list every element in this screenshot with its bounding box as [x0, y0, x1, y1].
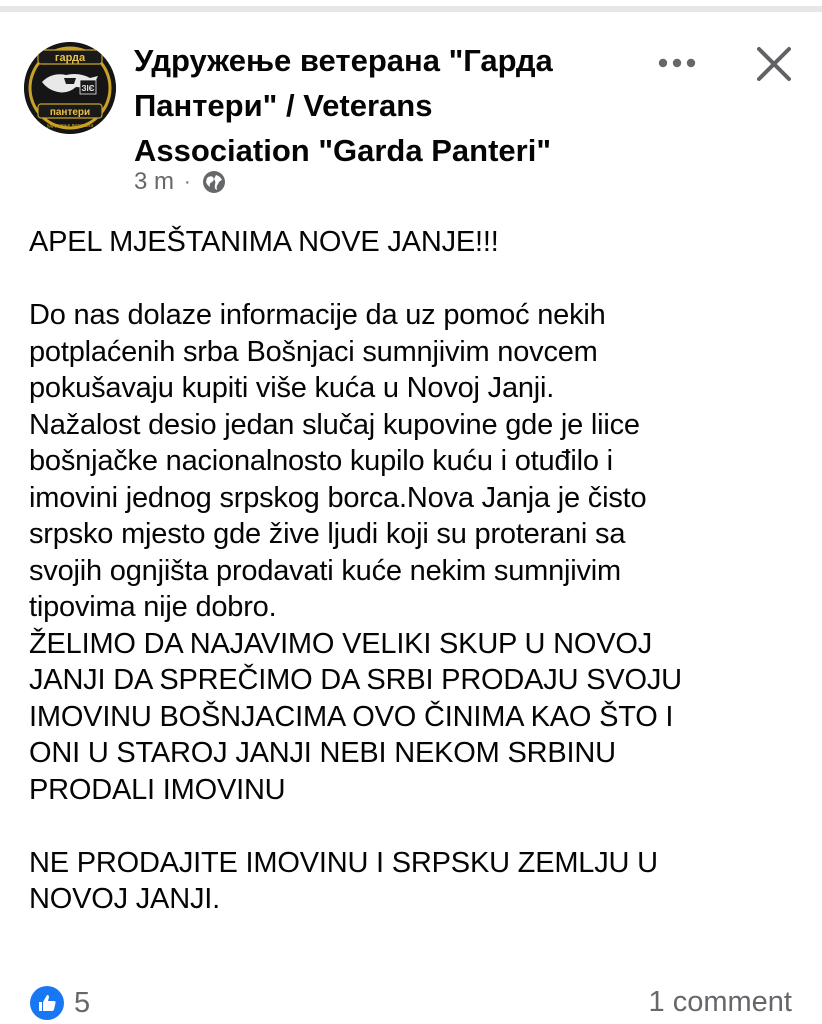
globe-icon — [201, 169, 227, 195]
text-line: ONI U STAROJ JANJI NEBI NEKOM SRBINU — [29, 737, 616, 769]
post-meta — [134, 168, 227, 196]
text-line: NOVOJ JANJI. — [29, 883, 220, 915]
text-line: Nažalost desio jedan slučaj kupovine gde je liice — [29, 408, 640, 441]
text-line: PRODALI IMOVINU — [29, 773, 286, 806]
author-name-line: Пантери" / Veterans — [134, 88, 433, 123]
comments-count-link[interactable]: 1 comment — [648, 986, 792, 1018]
post-text — [29, 224, 809, 918]
post-title: APEL MJEŠTANIMA NOVE JANJE!!! — [29, 226, 499, 258]
logo-bottom-text: пантери — [49, 107, 91, 118]
meta-separator: · — [184, 170, 191, 193]
close-icon — [752, 42, 796, 86]
author-name[interactable] — [134, 38, 634, 173]
text-line: imovini jednog srpskog borca.Nova Janja je čisto — [29, 481, 647, 514]
reactions-summary[interactable] — [30, 986, 90, 1020]
text-line: JANJI DA SPREČIMO DA SRBI PRODAJU SVOJU — [29, 664, 682, 696]
like-count: 5 — [74, 986, 91, 1019]
author-avatar[interactable] — [24, 42, 116, 134]
text-line: tipovima nije dobro. — [29, 591, 277, 623]
logo-ring-text: удружење ветерана — [46, 123, 94, 129]
more-options-icon — [655, 57, 699, 69]
text-line: IMOVINU BOŠNJACIMA OVO ČINIMA KAO ŠTO I — [29, 700, 674, 733]
like-icon — [30, 986, 64, 1020]
post-paragraph — [29, 297, 809, 808]
close-button[interactable] — [752, 42, 796, 86]
text-line: ŽELIMO DA NAJAVIMO VELIKI SKUP U NOVOJ — [29, 627, 653, 660]
text-line: potplaćenih srba Bošnjaci sumnjivim novcem — [29, 335, 598, 368]
more-options-button[interactable] — [655, 48, 699, 78]
text-line: bošnjačke nacionalnosto kupilo kuću i otuđilo i — [29, 445, 613, 477]
text-line: svojih ognjišta prodavati kuće nekim sumnjivim — [29, 554, 621, 587]
top-divider — [0, 6, 822, 12]
text-line: NE PRODAJITE IMOVINU I SRPSKU ZEMLJU U — [29, 846, 658, 879]
logo-top-text: гарда — [54, 52, 86, 64]
text-line: srpsko mjesto gde žive ljudi koji su proterani sa — [29, 518, 626, 550]
text-line: pokušavaju kupiti više kuća u Novoj Janji. — [29, 372, 555, 404]
text-line: Do nas dolaze informacije da uz pomoć nekih — [29, 299, 606, 331]
author-name-line: Association "Garda Panteri" — [134, 133, 552, 168]
garda-panteri-logo — [24, 42, 116, 134]
post-timestamp[interactable]: 3 m — [134, 168, 175, 195]
post-closing — [29, 845, 809, 918]
svg-text:ЗІЄ: ЗІЄ — [81, 84, 95, 93]
author-name-line: Удружење ветерана "Гарда — [134, 43, 553, 78]
